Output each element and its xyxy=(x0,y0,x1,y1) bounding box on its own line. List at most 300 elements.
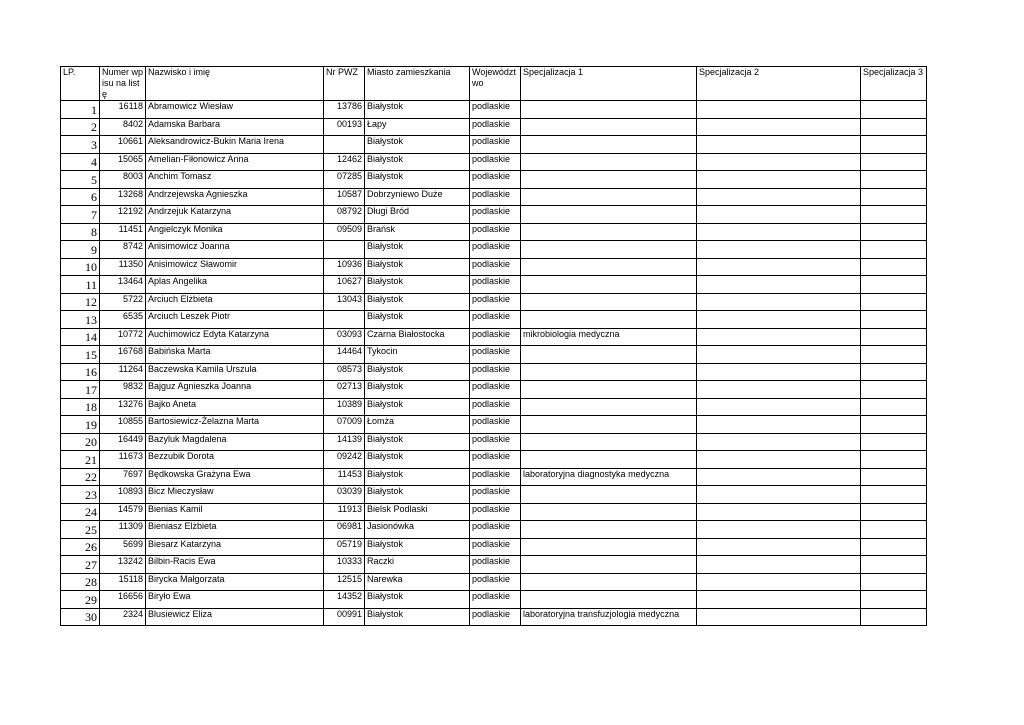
cell-spec1 xyxy=(521,136,697,154)
table-row xyxy=(61,346,927,364)
cell-pwz: 03093 xyxy=(324,328,365,346)
cell-pwz: 03039 xyxy=(324,486,365,504)
cell-nazwisko: Bilbin-Racis Ewa xyxy=(146,556,324,574)
cell-nazwisko: Bajguz Agnieszka Joanna xyxy=(146,381,324,399)
table-row xyxy=(61,311,927,329)
cell-spec3 xyxy=(861,363,927,381)
cell-numer: 16768 xyxy=(100,346,146,364)
cell-miasto: Długi Bród xyxy=(365,206,470,224)
cell-pwz xyxy=(324,241,365,259)
cell-miasto: Białystok xyxy=(365,591,470,609)
cell-lp: 10 xyxy=(61,258,100,276)
cell-pwz: 00193 xyxy=(324,118,365,136)
cell-miasto: Białystok xyxy=(365,171,470,189)
cell-spec1 xyxy=(521,346,697,364)
cell-spec1: mikrobiologia medyczna xyxy=(521,328,697,346)
cell-spec2 xyxy=(697,538,861,556)
cell-pwz: 09242 xyxy=(324,451,365,469)
cell-spec3 xyxy=(861,206,927,224)
header-spec3: Specjalizacja 3 xyxy=(861,67,927,101)
cell-spec2 xyxy=(697,398,861,416)
cell-nazwisko: Angielczyk Monika xyxy=(146,223,324,241)
table-row xyxy=(61,293,927,311)
cell-spec3 xyxy=(861,258,927,276)
cell-wojewodztwo: podlaskie xyxy=(470,433,521,451)
cell-miasto: Jasionówka xyxy=(365,521,470,539)
cell-spec1 xyxy=(521,381,697,399)
cell-pwz: 14139 xyxy=(324,433,365,451)
cell-nazwisko: Baczewska Kamila Urszula xyxy=(146,363,324,381)
cell-lp: 11 xyxy=(61,276,100,294)
cell-lp: 24 xyxy=(61,503,100,521)
cell-pwz: 07285 xyxy=(324,171,365,189)
cell-spec1 xyxy=(521,451,697,469)
cell-nazwisko: Anchim Tomasz xyxy=(146,171,324,189)
cell-numer: 9832 xyxy=(100,381,146,399)
cell-lp: 6 xyxy=(61,188,100,206)
cell-nazwisko: Andrzejuk Katarzyna xyxy=(146,206,324,224)
cell-pwz xyxy=(324,311,365,329)
cell-spec3 xyxy=(861,451,927,469)
cell-lp: 7 xyxy=(61,206,100,224)
cell-pwz: 10389 xyxy=(324,398,365,416)
cell-pwz: 08792 xyxy=(324,206,365,224)
cell-spec1 xyxy=(521,276,697,294)
cell-spec3 xyxy=(861,538,927,556)
cell-spec1 xyxy=(521,118,697,136)
cell-spec2 xyxy=(697,101,861,119)
table-row xyxy=(61,328,927,346)
cell-pwz: 11453 xyxy=(324,468,365,486)
header-row xyxy=(61,67,927,101)
cell-spec2 xyxy=(697,381,861,399)
cell-spec1 xyxy=(521,398,697,416)
cell-spec2 xyxy=(697,591,861,609)
header-spec1: Specjalizacja 1 xyxy=(521,67,697,101)
cell-wojewodztwo: podlaskie xyxy=(470,101,521,119)
cell-nazwisko: Arciuch Leszek Piotr xyxy=(146,311,324,329)
cell-spec3 xyxy=(861,433,927,451)
cell-wojewodztwo: podlaskie xyxy=(470,153,521,171)
table-row xyxy=(61,486,927,504)
cell-wojewodztwo: podlaskie xyxy=(470,206,521,224)
cell-numer: 5722 xyxy=(100,293,146,311)
cell-numer: 7697 xyxy=(100,468,146,486)
cell-numer: 16449 xyxy=(100,433,146,451)
cell-wojewodztwo: podlaskie xyxy=(470,398,521,416)
cell-spec3 xyxy=(861,503,927,521)
cell-spec1 xyxy=(521,573,697,591)
cell-numer: 6535 xyxy=(100,311,146,329)
cell-lp: 9 xyxy=(61,241,100,259)
cell-miasto: Białystok xyxy=(365,258,470,276)
cell-pwz: 00991 xyxy=(324,608,365,626)
cell-numer: 11451 xyxy=(100,223,146,241)
table-row xyxy=(61,258,927,276)
cell-wojewodztwo: podlaskie xyxy=(470,451,521,469)
cell-nazwisko: Arciuch Elżbieta xyxy=(146,293,324,311)
table-row xyxy=(61,573,927,591)
cell-miasto: Białystok xyxy=(365,486,470,504)
table-row xyxy=(61,118,927,136)
table-row xyxy=(61,521,927,539)
cell-nazwisko: Bieniasz Elżbieta xyxy=(146,521,324,539)
cell-numer: 11673 xyxy=(100,451,146,469)
cell-nazwisko: Auchimowicz Edyta Katarzyna xyxy=(146,328,324,346)
cell-nazwisko: Bajko Aneta xyxy=(146,398,324,416)
cell-numer: 14579 xyxy=(100,503,146,521)
table-row xyxy=(61,416,927,434)
cell-wojewodztwo: podlaskie xyxy=(470,591,521,609)
cell-spec2 xyxy=(697,311,861,329)
cell-spec2 xyxy=(697,188,861,206)
cell-lp: 13 xyxy=(61,311,100,329)
cell-numer: 2324 xyxy=(100,608,146,626)
cell-wojewodztwo: podlaskie xyxy=(470,573,521,591)
cell-spec2 xyxy=(697,223,861,241)
cell-lp: 28 xyxy=(61,573,100,591)
table-row xyxy=(61,136,927,154)
table-row xyxy=(61,556,927,574)
cell-lp: 14 xyxy=(61,328,100,346)
cell-miasto: Narewka xyxy=(365,573,470,591)
cell-lp: 26 xyxy=(61,538,100,556)
table-row xyxy=(61,503,927,521)
cell-lp: 8 xyxy=(61,223,100,241)
cell-spec2 xyxy=(697,556,861,574)
cell-spec1 xyxy=(521,433,697,451)
cell-lp: 22 xyxy=(61,468,100,486)
cell-wojewodztwo: podlaskie xyxy=(470,521,521,539)
cell-spec3 xyxy=(861,346,927,364)
cell-miasto: Białystok xyxy=(365,381,470,399)
cell-lp: 16 xyxy=(61,363,100,381)
cell-spec1 xyxy=(521,311,697,329)
cell-spec3 xyxy=(861,293,927,311)
cell-miasto: Białystok xyxy=(365,538,470,556)
cell-lp: 5 xyxy=(61,171,100,189)
cell-spec2 xyxy=(697,171,861,189)
table-row xyxy=(61,591,927,609)
cell-spec2 xyxy=(697,136,861,154)
cell-numer: 11264 xyxy=(100,363,146,381)
cell-spec1 xyxy=(521,258,697,276)
cell-miasto: Białystok xyxy=(365,398,470,416)
cell-spec1 xyxy=(521,241,697,259)
cell-pwz xyxy=(324,136,365,154)
cell-spec2 xyxy=(697,416,861,434)
cell-lp: 17 xyxy=(61,381,100,399)
cell-lp: 30 xyxy=(61,608,100,626)
cell-spec1 xyxy=(521,538,697,556)
cell-wojewodztwo: podlaskie xyxy=(470,293,521,311)
cell-lp: 3 xyxy=(61,136,100,154)
cell-spec2 xyxy=(697,346,861,364)
cell-miasto: Białystok xyxy=(365,451,470,469)
cell-miasto: Białystok xyxy=(365,293,470,311)
cell-pwz: 10627 xyxy=(324,276,365,294)
cell-spec1 xyxy=(521,416,697,434)
cell-wojewodztwo: podlaskie xyxy=(470,363,521,381)
cell-spec1 xyxy=(521,223,697,241)
cell-miasto: Białystok xyxy=(365,276,470,294)
table-row xyxy=(61,241,927,259)
cell-numer: 10855 xyxy=(100,416,146,434)
cell-spec1 xyxy=(521,101,697,119)
table-row xyxy=(61,363,927,381)
table-row xyxy=(61,223,927,241)
cell-spec3 xyxy=(861,573,927,591)
cell-pwz: 13786 xyxy=(324,101,365,119)
cell-spec3 xyxy=(861,556,927,574)
table-row xyxy=(61,538,927,556)
cell-wojewodztwo: podlaskie xyxy=(470,223,521,241)
cell-wojewodztwo: podlaskie xyxy=(470,136,521,154)
cell-miasto: Łapy xyxy=(365,118,470,136)
cell-spec3 xyxy=(861,136,927,154)
cell-miasto: Białystok xyxy=(365,136,470,154)
cell-miasto: Białystok xyxy=(365,311,470,329)
table-row xyxy=(61,608,927,626)
header-wojewodztwo: Województwo xyxy=(470,67,521,101)
header-pwz: Nr PWZ xyxy=(324,67,365,101)
cell-miasto: Czarna Białostocka xyxy=(365,328,470,346)
cell-spec1 xyxy=(521,153,697,171)
cell-spec3 xyxy=(861,486,927,504)
cell-spec3 xyxy=(861,468,927,486)
cell-spec1 xyxy=(521,363,697,381)
cell-spec2 xyxy=(697,293,861,311)
cell-wojewodztwo: podlaskie xyxy=(470,118,521,136)
cell-spec3 xyxy=(861,153,927,171)
cell-spec1 xyxy=(521,503,697,521)
header-nazwisko: Nazwisko i imię xyxy=(146,67,324,101)
cell-pwz: 12515 xyxy=(324,573,365,591)
cell-wojewodztwo: podlaskie xyxy=(470,171,521,189)
cell-numer: 16656 xyxy=(100,591,146,609)
cell-nazwisko: Aleksandrowicz-Bukin Maria Irena xyxy=(146,136,324,154)
cell-pwz: 09509 xyxy=(324,223,365,241)
cell-spec2 xyxy=(697,258,861,276)
cell-spec3 xyxy=(861,171,927,189)
cell-lp: 18 xyxy=(61,398,100,416)
cell-lp: 12 xyxy=(61,293,100,311)
cell-wojewodztwo: podlaskie xyxy=(470,468,521,486)
cell-spec3 xyxy=(861,416,927,434)
cell-numer: 13276 xyxy=(100,398,146,416)
cell-pwz: 12462 xyxy=(324,153,365,171)
cell-numer: 8402 xyxy=(100,118,146,136)
table-row xyxy=(61,171,927,189)
cell-wojewodztwo: podlaskie xyxy=(470,556,521,574)
cell-numer: 8003 xyxy=(100,171,146,189)
cell-pwz: 05719 xyxy=(324,538,365,556)
cell-miasto: Białystok xyxy=(365,241,470,259)
table-row xyxy=(61,101,927,119)
cell-numer: 15118 xyxy=(100,573,146,591)
cell-nazwisko: Andrzejewska Agnieszka xyxy=(146,188,324,206)
cell-spec2 xyxy=(697,241,861,259)
cell-spec2 xyxy=(697,118,861,136)
cell-spec3 xyxy=(861,521,927,539)
cell-miasto: Dobrzyniewo Duże xyxy=(365,188,470,206)
cell-miasto: Białystok xyxy=(365,468,470,486)
table-body xyxy=(61,101,927,626)
cell-wojewodztwo: podlaskie xyxy=(470,381,521,399)
registry-table xyxy=(60,66,927,626)
cell-spec1 xyxy=(521,206,697,224)
cell-wojewodztwo: podlaskie xyxy=(470,503,521,521)
cell-spec1 xyxy=(521,171,697,189)
cell-wojewodztwo: podlaskie xyxy=(470,258,521,276)
cell-nazwisko: Anisimowicz Sławomir xyxy=(146,258,324,276)
cell-pwz: 11913 xyxy=(324,503,365,521)
cell-wojewodztwo: podlaskie xyxy=(470,346,521,364)
cell-spec2 xyxy=(697,451,861,469)
header-miasto: Miasto zamieszkania xyxy=(365,67,470,101)
cell-numer: 5699 xyxy=(100,538,146,556)
cell-wojewodztwo: podlaskie xyxy=(470,486,521,504)
document-page xyxy=(60,66,927,626)
cell-miasto: Brańsk xyxy=(365,223,470,241)
cell-nazwisko: Biesarz Katarzyna xyxy=(146,538,324,556)
cell-spec1 xyxy=(521,486,697,504)
cell-wojewodztwo: podlaskie xyxy=(470,416,521,434)
header-numer: Numer wpisu na listę xyxy=(100,67,146,101)
cell-pwz: 02713 xyxy=(324,381,365,399)
cell-pwz: 13043 xyxy=(324,293,365,311)
cell-spec3 xyxy=(861,276,927,294)
cell-spec2 xyxy=(697,206,861,224)
cell-miasto: Bielsk Podlaski xyxy=(365,503,470,521)
cell-spec1: laboratoryjna transfuzjologia medyczna xyxy=(521,608,697,626)
cell-nazwisko: Bienias Kamil xyxy=(146,503,324,521)
cell-lp: 21 xyxy=(61,451,100,469)
cell-numer: 11309 xyxy=(100,521,146,539)
cell-nazwisko: Aplas Angelika xyxy=(146,276,324,294)
cell-nazwisko: Bezzubik Dorota xyxy=(146,451,324,469)
cell-pwz: 10333 xyxy=(324,556,365,574)
cell-nazwisko: Blusiewicz Eliza xyxy=(146,608,324,626)
cell-miasto: Łomża xyxy=(365,416,470,434)
cell-miasto: Raczki xyxy=(365,556,470,574)
cell-spec1 xyxy=(521,556,697,574)
cell-nazwisko: Bazyluk Magdalena xyxy=(146,433,324,451)
cell-wojewodztwo: podlaskie xyxy=(470,608,521,626)
cell-spec2 xyxy=(697,486,861,504)
cell-numer: 13242 xyxy=(100,556,146,574)
cell-spec1 xyxy=(521,521,697,539)
cell-spec3 xyxy=(861,241,927,259)
cell-miasto: Białystok xyxy=(365,153,470,171)
cell-spec2 xyxy=(697,328,861,346)
cell-spec3 xyxy=(861,188,927,206)
cell-pwz: 08573 xyxy=(324,363,365,381)
cell-spec3 xyxy=(861,101,927,119)
cell-numer: 16118 xyxy=(100,101,146,119)
cell-wojewodztwo: podlaskie xyxy=(470,328,521,346)
cell-spec2 xyxy=(697,433,861,451)
cell-miasto: Białystok xyxy=(365,433,470,451)
cell-nazwisko: Birycka Małgorzata xyxy=(146,573,324,591)
cell-numer: 8742 xyxy=(100,241,146,259)
cell-pwz: 10587 xyxy=(324,188,365,206)
cell-spec3 xyxy=(861,311,927,329)
cell-numer: 10893 xyxy=(100,486,146,504)
table-row xyxy=(61,468,927,486)
cell-spec1 xyxy=(521,293,697,311)
cell-nazwisko: Amelian-Fiłonowicz Anna xyxy=(146,153,324,171)
cell-spec2 xyxy=(697,503,861,521)
cell-nazwisko: Będkowska Grażyna Ewa xyxy=(146,468,324,486)
cell-spec1 xyxy=(521,188,697,206)
cell-nazwisko: Adamska Barbara xyxy=(146,118,324,136)
cell-spec3 xyxy=(861,328,927,346)
cell-pwz: 06981 xyxy=(324,521,365,539)
cell-lp: 1 xyxy=(61,101,100,119)
cell-nazwisko: Biryło Ewa xyxy=(146,591,324,609)
header-spec2: Specjalizacja 2 xyxy=(697,67,861,101)
cell-spec3 xyxy=(861,381,927,399)
cell-wojewodztwo: podlaskie xyxy=(470,538,521,556)
cell-spec3 xyxy=(861,398,927,416)
cell-spec3 xyxy=(861,118,927,136)
cell-lp: 2 xyxy=(61,118,100,136)
table-row xyxy=(61,206,927,224)
table-row xyxy=(61,188,927,206)
cell-spec2 xyxy=(697,521,861,539)
table-row xyxy=(61,276,927,294)
table-row xyxy=(61,451,927,469)
table-row xyxy=(61,398,927,416)
table-row xyxy=(61,433,927,451)
cell-nazwisko: Bartosiewicz-Żelazna Marta xyxy=(146,416,324,434)
cell-lp: 19 xyxy=(61,416,100,434)
cell-nazwisko: Abramowicz Wiesław xyxy=(146,101,324,119)
cell-numer: 11350 xyxy=(100,258,146,276)
cell-numer: 10661 xyxy=(100,136,146,154)
cell-wojewodztwo: podlaskie xyxy=(470,188,521,206)
table-row xyxy=(61,381,927,399)
cell-spec2 xyxy=(697,468,861,486)
cell-miasto: Białystok xyxy=(365,101,470,119)
cell-spec2 xyxy=(697,276,861,294)
cell-nazwisko: Bicz Mieczysław xyxy=(146,486,324,504)
cell-nazwisko: Babińska Marta xyxy=(146,346,324,364)
cell-spec2 xyxy=(697,153,861,171)
cell-lp: 27 xyxy=(61,556,100,574)
cell-spec3 xyxy=(861,608,927,626)
cell-wojewodztwo: podlaskie xyxy=(470,241,521,259)
cell-miasto: Białystok xyxy=(365,363,470,381)
cell-spec3 xyxy=(861,591,927,609)
cell-lp: 20 xyxy=(61,433,100,451)
cell-spec2 xyxy=(697,573,861,591)
cell-numer: 12192 xyxy=(100,206,146,224)
cell-numer: 10772 xyxy=(100,328,146,346)
cell-wojewodztwo: podlaskie xyxy=(470,276,521,294)
header-lp: LP. xyxy=(61,67,100,101)
cell-spec2 xyxy=(697,608,861,626)
cell-lp: 4 xyxy=(61,153,100,171)
cell-lp: 23 xyxy=(61,486,100,504)
cell-lp: 15 xyxy=(61,346,100,364)
cell-numer: 15065 xyxy=(100,153,146,171)
cell-nazwisko: Anisimowicz Joanna xyxy=(146,241,324,259)
cell-spec2 xyxy=(697,363,861,381)
cell-wojewodztwo: podlaskie xyxy=(470,311,521,329)
cell-lp: 29 xyxy=(61,591,100,609)
